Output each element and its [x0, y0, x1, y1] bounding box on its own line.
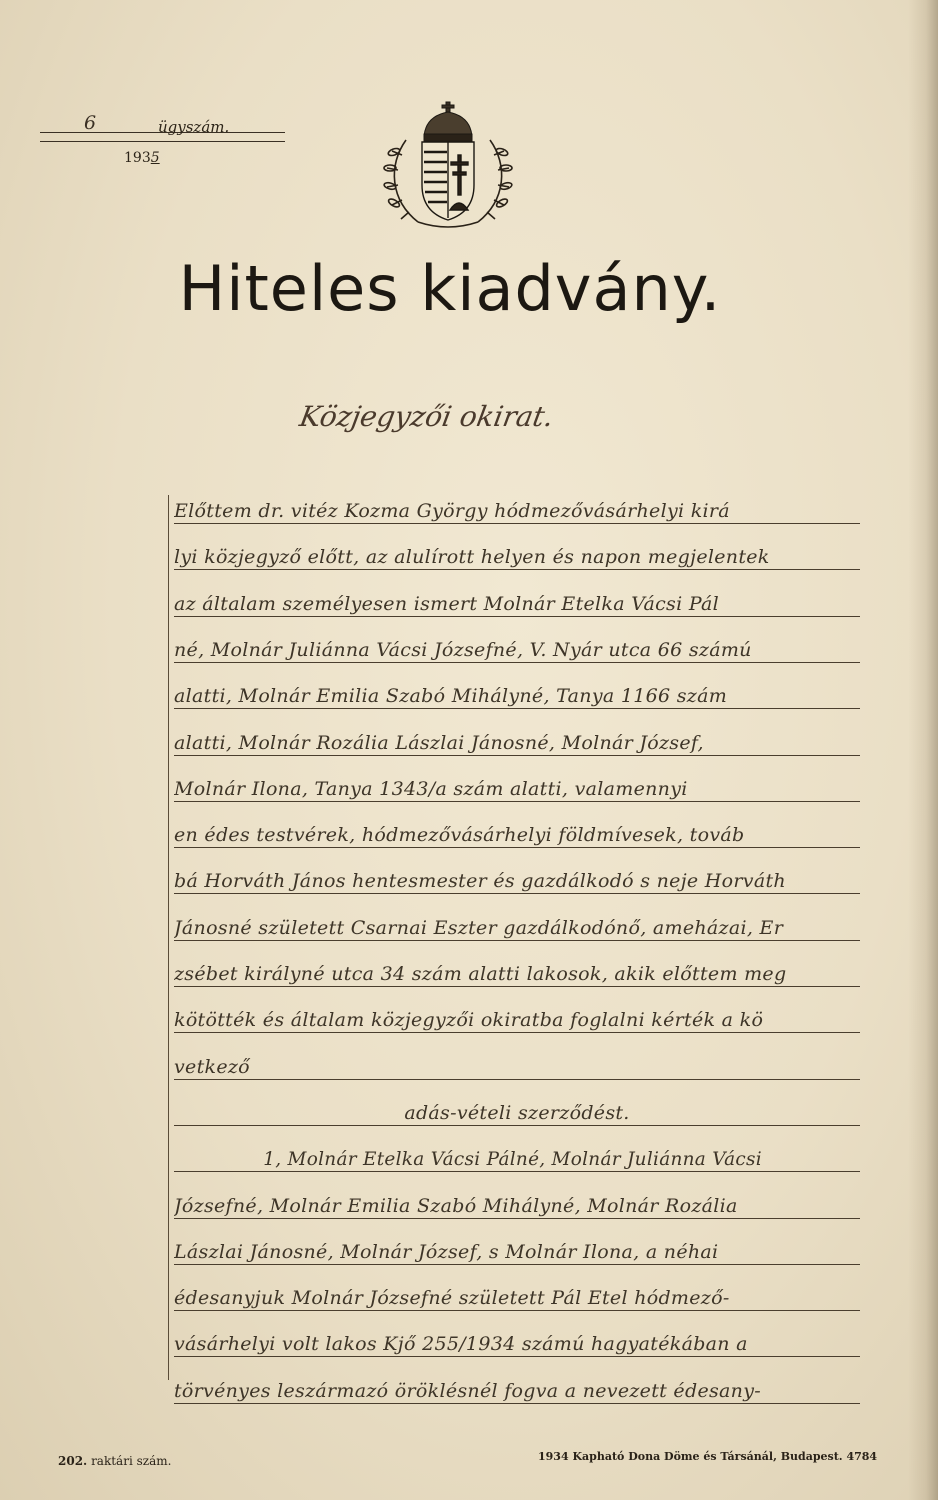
- handwritten-line: [174, 1147, 860, 1172]
- handwritten-line-text: kötötték és általam közjegyzői okiratba foglalni kérték a kö: [174, 1009, 764, 1032]
- handwritten-line: [174, 916, 860, 941]
- handwritten-line-text: Előttem dr. vitéz Kozma György hódmezővásárhelyi kirá: [174, 500, 730, 522]
- handwritten-line: [174, 1055, 860, 1080]
- handwritten-line-text: vetkező: [174, 1055, 250, 1078]
- handwritten-line: [174, 962, 860, 987]
- handwritten-line-text: törvényes leszármazó öröklésnél fogva a nevezett édesany-: [174, 1379, 761, 1402]
- handwritten-line-text: Jánosné született Csarnai Eszter gazdálkodónő, ameházai, Er: [174, 916, 784, 939]
- coat-of-arms-icon: [378, 100, 518, 240]
- handwritten-line: [174, 592, 860, 617]
- handwritten-line: [174, 869, 860, 894]
- handwritten-line: [174, 1194, 860, 1219]
- handwritten-line-text: vásárhelyi volt lakos Kjő 255/1934 számú hagyatékában a: [174, 1333, 748, 1356]
- year-field: [124, 150, 160, 166]
- handwritten-line-text: Molnár Ilona, Tanya 1343/a szám alatti, valamennyi: [174, 777, 688, 800]
- handwritten-line-text: alatti, Molnár Rozália Lászlai Jánosné, Molnár József,: [174, 731, 704, 754]
- handwritten-line: [174, 1101, 860, 1126]
- handwritten-line: [174, 823, 860, 848]
- case-number: 6: [84, 112, 97, 134]
- handwritten-line-text: 1, Molnár Etelka Vácsi Pálné, Molnár Juliánna Vácsi: [263, 1148, 762, 1171]
- handwritten-line: [174, 499, 860, 524]
- year-suffix: 5: [150, 150, 160, 166]
- paper-fold-shadow: [908, 0, 938, 1500]
- handwritten-line: [174, 1379, 860, 1404]
- footer-inventory: [58, 1454, 171, 1468]
- document-subtitle: Közjegyzői okirat.: [297, 400, 557, 433]
- year-prefix: 193: [124, 150, 151, 166]
- case-number-underline-2: [40, 141, 285, 142]
- handwritten-line-text: az általam személyesen ismert Molnár Etelka Vácsi Pál: [174, 592, 720, 615]
- footer-printer-note: 1934 Kapható Dona Döme és Társánál, Budapest. 4784: [538, 1450, 878, 1463]
- handwritten-line-text: lyi közjegyző előtt, az alulírott helyen és napon megjelentek: [174, 546, 770, 569]
- footer-inventory-number: 202.: [58, 1454, 88, 1468]
- handwritten-line: [174, 638, 860, 663]
- handwritten-line-text: zsébet királyné utca 34 szám alatti lakosok, akik előttem meg: [174, 963, 787, 985]
- handwritten-line: [174, 1332, 860, 1357]
- footer-inventory-label: raktári szám.: [91, 1454, 172, 1468]
- handwritten-line-text: en édes testvérek, hódmezővásárhelyi földmívesek, továb: [174, 824, 745, 847]
- handwritten-line: [174, 731, 860, 756]
- handwritten-line: [174, 684, 860, 709]
- handwritten-line: [174, 777, 860, 802]
- handwritten-line-text: bá Horváth János hentesmester és gazdálkodó s neje Horváth: [174, 870, 786, 893]
- handwritten-line-text: Lászlai Jánosné, Molnár József, s Molnár Ilona, a néhai: [174, 1240, 719, 1263]
- handwritten-line: [174, 1240, 860, 1265]
- handwritten-line-text: né, Molnár Juliánna Vácsi Józsefné, V. Nyár utca 66 számú: [174, 638, 752, 661]
- left-margin-rule: [168, 495, 169, 1380]
- document-title: Hiteles kiadvány.: [178, 252, 722, 325]
- handwritten-line-text: alatti, Molnár Emilia Szabó Mihályné, Tanya 1166 szám: [174, 685, 728, 708]
- handwritten-line-text: édesanyjuk Molnár Józsefné született Pál Etel hódmező-: [174, 1287, 730, 1310]
- case-number-label: ügyszám.: [158, 118, 230, 136]
- handwritten-line: [174, 1286, 860, 1311]
- handwritten-line: [174, 1008, 860, 1033]
- handwritten-line: [174, 545, 860, 570]
- handwritten-line-text: adás-vételi szerződést.: [404, 1101, 630, 1124]
- handwritten-line-text: Józsefné, Molnár Emilia Szabó Mihályné, Molnár Rozália: [174, 1194, 738, 1217]
